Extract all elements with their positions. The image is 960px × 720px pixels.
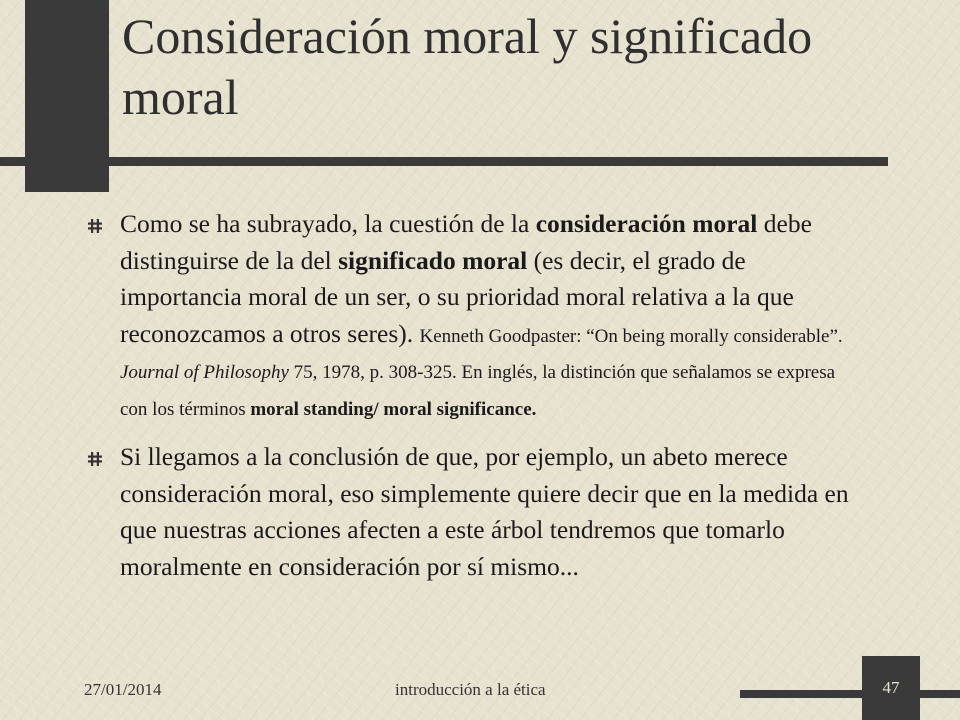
hash-bullet-icon (88, 219, 102, 233)
bold-term: consideración moral (535, 209, 758, 238)
bullet-text-run: Como se ha subrayado, la cuestión de la (120, 209, 536, 238)
journal-name: Journal of Philosophy (120, 362, 289, 383)
slide-body (84, 206, 854, 585)
footer-title: introducción a la ética (395, 680, 546, 699)
bullet-text (120, 439, 854, 585)
bold-term: significado moral (338, 245, 528, 275)
hash-bullet-icon (88, 452, 102, 466)
slide-title: Consideración moral y significado moral (122, 8, 813, 125)
footer-accent-bar (740, 690, 960, 698)
english-terms: moral standing/ moral significance. (250, 398, 537, 420)
title-accent-bar-horizontal (0, 157, 888, 166)
bullet-text-run: Si llegamos a la conclusión de que, por ejemplo, un abeto merece consideración moral, eso simplemente quiere decir que en la medida en que nuestras acciones afecten a este árbol tendremos que tomarlo moralmente en consideración por sí mismo... (120, 442, 849, 581)
page-number: 47 (882, 678, 900, 697)
bullet-item (84, 206, 854, 425)
footer-date: 27/01/2014 (84, 680, 162, 699)
bullet-text-run: debe distinguirse de la del (120, 209, 812, 275)
bullet-text-run: (es decir, el grado de importancia moral de un ser, o su prioridad moral relativa a la que reconozcamos a otros seres). (120, 245, 794, 348)
bullet-item (84, 439, 854, 585)
bullet-text (120, 206, 854, 425)
reference-run: 75, 1978, p. 308-325. En inglés, la distinción que señalamos se expresa con los términos (120, 362, 836, 420)
reference-run: Kenneth Goodpaster: “On being morally considerable”. (419, 325, 843, 347)
